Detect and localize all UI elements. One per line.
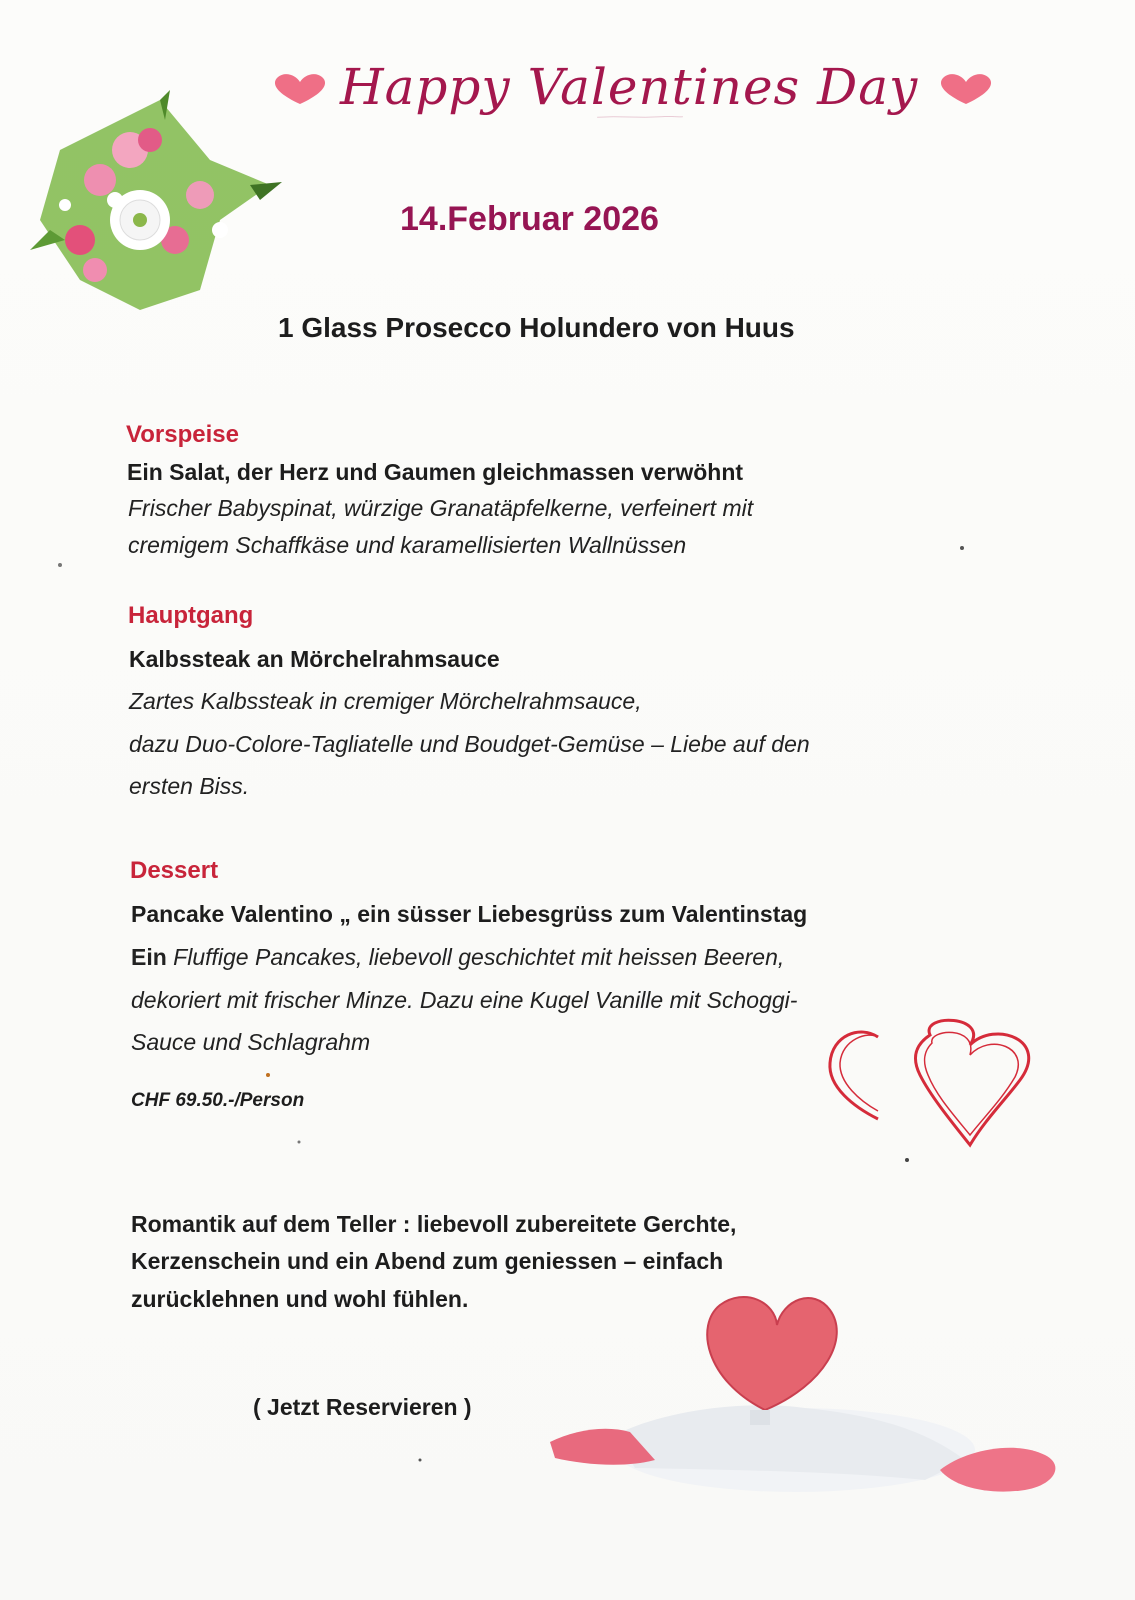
dessert-heading: Dessert [130, 857, 219, 884]
main-course-description-line: ersten Biss. [129, 773, 250, 799]
aperitif-line: 1 Glass Prosecco Holundero von Huus [278, 312, 795, 343]
dessert-description-lead: Ein [131, 944, 167, 970]
closing-line: Romantik auf dem Teller : liebevoll zubereitete Gerchte, [131, 1211, 737, 1237]
dessert-description-line: Sauce und Schlagrahm [131, 1029, 371, 1055]
main-course-heading: Hauptgang [128, 602, 254, 629]
starter-description-line: Frischer Babyspinat, würzige Granatäpfelkerne, verfeinert mit [128, 495, 754, 521]
closing-line: zurücklehnen und wohl fühlen. [131, 1286, 469, 1312]
page-title: Happy Valentines Day [340, 58, 919, 116]
dessert-dish-name: Pancake Valentino „ ein süsser Liebesgrüss zum Valentinstag [131, 901, 808, 927]
main-course-dish-name: Kalbssteak an Mörchelrahmsauce [129, 646, 500, 672]
reserve-button[interactable]: ( Jetzt Reservieren ) [253, 1394, 472, 1420]
starter-dish-name: Ein Salat, der Herz und Gaumen gleichmassen verwöhnt [127, 459, 744, 485]
main-course-description-line: Zartes Kalbssteak in cremiger Mörchelrahmsauce, [129, 688, 642, 714]
dessert-description-line: dekoriert mit frischer Minze. Dazu eine Kugel Vanille mit Schoggi- [131, 987, 798, 1013]
event-date: 14.Februar 2026 [400, 200, 659, 238]
closing-line: Kerzenschein und ein Abend zum geniessen – einfach [131, 1248, 724, 1274]
dessert-description-text: Fluffige Pancakes, liebevoll geschichtet mit heissen Beeren, [166, 944, 785, 970]
starter-heading: Vorspeise [126, 421, 239, 448]
starter-description-line: cremigem Schaffkäse und karamellisierten Wallnüssen [128, 532, 687, 558]
price-label: CHF 69.50.-/Person [131, 1090, 305, 1111]
main-course-description-line: dazu Duo-Colore-Tagliatelle und Boudget-Gemüse – Liebe auf den [129, 731, 810, 757]
